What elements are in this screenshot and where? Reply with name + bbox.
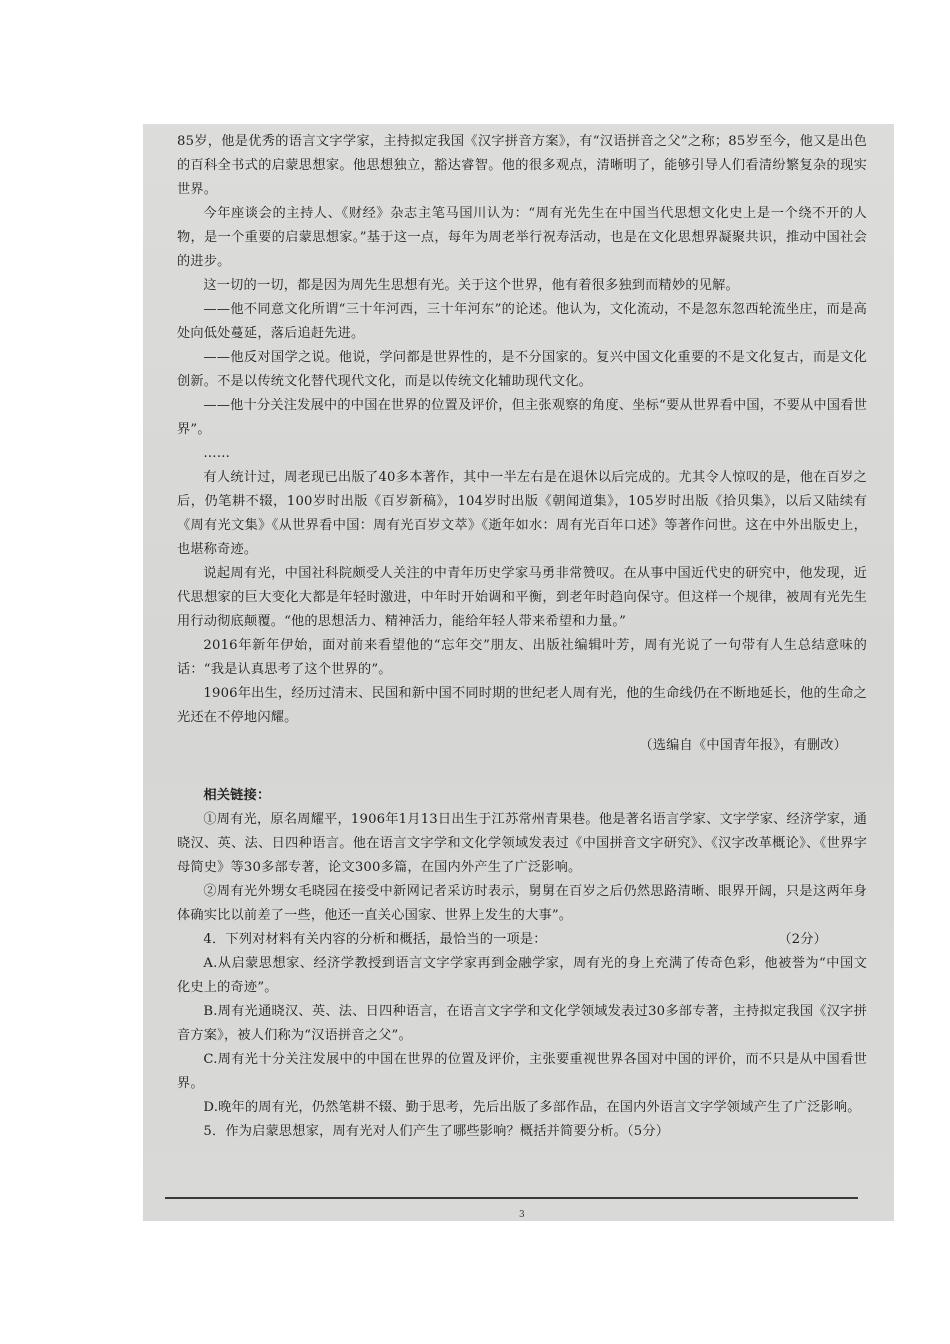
paragraph: 说起周有光，中国社科院颇受人关注的中青年历史学家马勇非常赞叹。在从事中国近代史的研究中，他发现，近代思想家的巨大变化大都是年轻时激进，中年时开始调和平衡，到老年时趋向保守。但这样一个规律，被周有光先生用行动彻底颠覆。“他的思想活力、精神活力，能给年轻人带来希望和力量。” — [177, 566, 867, 629]
question-4-points: （2分） — [778, 932, 827, 947]
related-link-item: ①周有光，原名周耀平，1906年1月13日出生于江苏常州青果巷。他是著名语言学家、文字学家、经济学家，通晓汉、英、法、日四种语言。他在语言文字学和文化学领域发表过《中国拼音文字研究》、《汉字改革概论》、《世界字母简史》等30多部专著，论文300多篇，在国内外产生了广泛影响。 — [177, 812, 867, 875]
paragraph: 今年座谈会的主持人、《财经》杂志主笔马国川认为：“周有光先生在中国当代思想文化史上是一个绕不开的人物，是一个重要的启蒙思想家。”基于这一点，每年为周老举行祝寿活动，也是在文化思想界凝聚共识，推动中国社会的进步。 — [177, 206, 867, 269]
related-links-heading: 相关链接： — [203, 788, 271, 803]
paragraph: 这一切的一切，都是因为周先生思想有光。关于这个世界，他有着很多独到而精妙的见解。 — [203, 278, 739, 293]
paragraph: ——他反对国学之说。他说，学问都是世界性的，是不分国家的。复兴中国文化重要的不是文化复古，而是文化创新。不是以传统文化替代现代文化，而是以传统文化辅助现代文化。 — [177, 350, 867, 389]
paragraph: 85岁，他是优秀的语言文字学家，主持拟定我国《汉字拼音方案》，有“汉语拼音之父”之称；85岁至今，他又是出色的百科全书式的启蒙思想家。他思想独立，豁达睿智。他的很多观点，清晰明了，能够引导人们看清纷繁复杂的现实世界。 — [177, 134, 867, 197]
question-5: 5．作为启蒙思想家，周有光对人们产生了哪些影响？概括并简要分析。（5分） — [203, 1124, 670, 1139]
question-4-text: 4．下列对材料有关内容的分析和概括，最恰当的一项是： — [203, 932, 547, 947]
question-4-option-b: B.周有光通晓汉、英、法、日四种语言，在语言文字学和文化学领域发表过30多部专著，主持拟定我国《汉字拼音方案》，被人们称为“汉语拼音之父”。 — [177, 1004, 867, 1043]
paragraph: 2016年新年伊始，面对前来看望他的“忘年交”朋友、出版社编辑叶芳，周有光说了一句带有人生总结意味的话：“我是认真思考了这个世界的”。 — [177, 638, 867, 677]
paragraph: 有人统计过，周老现已出版了40多本著作，其中一半左右是在退休以后完成的。尤其令人惊叹的是，他在百岁之后，仍笔耕不辍，100岁时出版《百岁新稿》，104岁时出版《朝闻道集》，105岁时出版《拾贝集》，以后又陆续有《周有光文集》《从世界看中国：周有光百岁文萃》《逝年如水：周有光百年口述》等著作问世。这在中外出版史上，也堪称奇迹。 — [177, 470, 867, 557]
paragraph: ——他十分关注发展中的中国在世界的位置及评价，但主张观察的角度、坐标“要从世界看中国，不要从中国看世界”。 — [177, 398, 867, 437]
ellipsis: …… — [203, 446, 231, 461]
question-4-option-d: D.晚年的周有光，仍然笔耕不辍、勤于思考，先后出版了多部作品，在国内外语言文字学领域产生了广泛影响。 — [203, 1100, 861, 1115]
spacer — [177, 758, 867, 780]
scanned-page — [143, 124, 894, 1221]
question-4-stem — [177, 928, 867, 952]
page-number: 3 — [519, 1210, 525, 1220]
paragraph: 1906年出生，经历过清末、民国和新中国不同时期的世纪老人周有光，他的生命线仍在不断地延长，他的生命之光还在不停地闪耀。 — [177, 686, 867, 725]
source-citation: （选编自《中国青年报》，有删改） — [639, 738, 847, 753]
footer-rule — [165, 1197, 858, 1199]
related-link-item: ②周有光外甥女毛晓园在接受中新网记者采访时表示，舅舅在百岁之后仍然思路清晰、眼界开阔，只是这两年身体确实比以前差了一些，他还一直关心国家、世界上发生的大事”。 — [177, 884, 867, 923]
question-4-option-c: C.周有光十分关注发展中的中国在世界的位置及评价，主张要重视世界各国对中国的评价，而不只是从中国看世界。 — [177, 1052, 867, 1091]
article-body — [177, 130, 867, 1144]
paragraph: ——他不同意文化所谓“三十年河西，三十年河东”的论述。他认为，文化流动，不是忽东忽西轮流坐庄，而是高处向低处蔓延，落后追赶先进。 — [177, 302, 867, 341]
question-4-option-a: A.从启蒙思想家、经济学教授到语言文字学家再到金融学家，周有光的身上充满了传奇色彩，他被誉为“中国文化史上的奇迹”。 — [177, 956, 867, 995]
